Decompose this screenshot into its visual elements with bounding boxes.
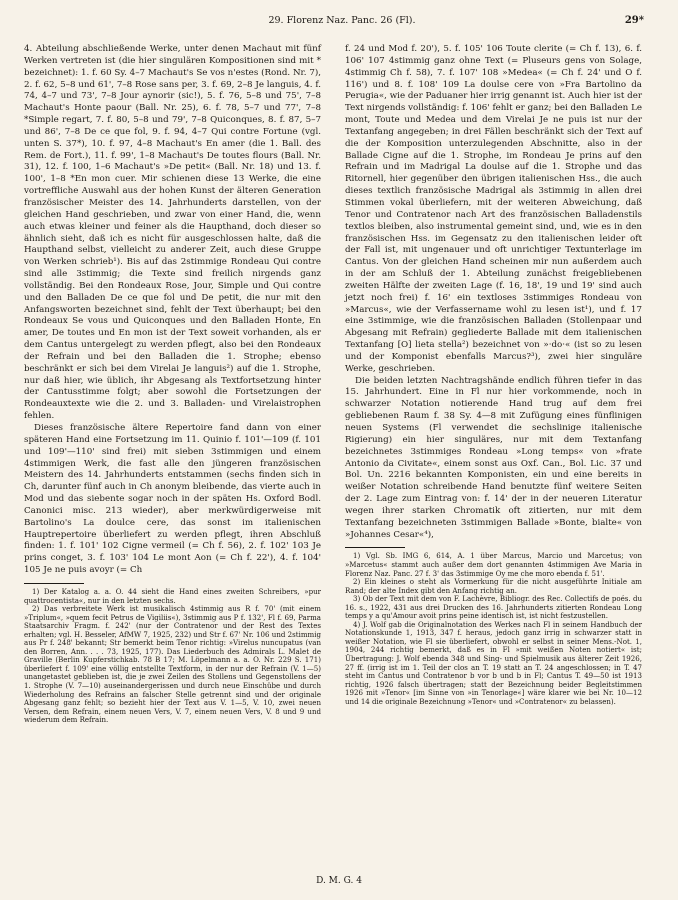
right-column xyxy=(345,44,642,706)
left-footnotes xyxy=(24,588,321,725)
left-column xyxy=(24,44,321,725)
page-number: 29* xyxy=(624,15,644,26)
footnote-right-3: 3) Ob der Text mit dem von F. Lachèvre, Bibliogr. des Rec. Collectifs de poés. du 16. s., 1922, 431 aus drei Drucken des 16. Jahrhunderts zitierten Rondeau Long temps y a qu'Amour avoit prins peine identisch ist, ist nicht festzustellen. xyxy=(345,594,642,621)
footnote-right-2: 2) Ein kleines o steht als Vormerkung für die nicht ausgeführte Initiale am Rand; der alte Index gibt den Anfang richtig an. xyxy=(345,577,642,595)
footnote-right-4: 4) J. Wolf gab die Originalnotation des Werkes nach Fl in seinem Handbuch der Notationskunde 1, 1913, 347 f. heraus, jedoch ganz irrig in schwarzer statt in weißer Notation, wie Fl sie überliefert, obwohl er selbst in seiner Mens.-Not. 1, 1904, 244 richtig bemerkt, daß es in Fl »mit weißen Noten notiert« ist; Übertragung: J. Wolf ebenda 348 und Sing- und Spielmusik aus älterer Zeit 1926, 27 ff. (irrig ist im 1. Teil der clos an T. 19 statt an T. 24 angeschlossen; in T. 47 steht im Cantus und Contratenor b vor b und b in Fl; Cantus T. 49—50 ist 1913 richtig, 1926 falsch übertragen; statt der Bezeichnung beider Begleitstimmen 1926 mit »Tenor« [im Sinne von »in Tenorlage«] wäre klarer wie bei Nr. 10—12 und 14 die originale Bezeichnung »Tenor« und »Contratenor« zu belassen). xyxy=(345,619,642,706)
right-footnotes xyxy=(345,552,642,706)
footnote-rule xyxy=(24,583,84,584)
footnote-left-2: 2) Das verbreitete Werk ist musikalisch 4stimmig aus R f. 70' (mit einem »Triplum«, »quem fecit Petrus de Vigiliis«), 3stimmig aus P f. 132', Fl f. 69, Parma Staatsarchiv Fragm. f. 242' (nur der Contratenor und der Rest des Textes erhalten; vgl. H. Besseler, AfMW 7, 1925, 232) und Str f. 67' Nr. 106 und 2stimmig aus Pr f. 248' bekannt; Str bemerkt beim Tenor richtig: »Virelus nuncupatus (van den Borren, Ann. . . . 73, 1925, 177). Das Liederbuch des Admirals L. Malet de Graville (Berlin Kupferstichkab. 78 B 17; M. Löpelmann a. a. O. Nr. 229 S. 171) überliefert f. 109' eine völlig entstellte Textform, in der nur der Refrain (V. 1—5) unangetastet geblieben ist, die je zwei Zeilen des Stollens und Gegenstollens der 1. Strophe (V. 7—10) auseinandergerissen und durch neue Einschübe und durch Wiederholung des Refrains an falscher Stelle getrennt sind und der originale Abgesang ganz fehlt; so bezieht hier der Text aus V. 1—5, V. 10, zwei neuen Versen, dem Refrain, einem neuen Vers, V. 7, einem neuen Vers, V. 8 und 9 und wiederum dem Refrain. xyxy=(24,604,321,725)
left-paragraph-1: 4. Abteilung abschließende Werke, unter denen Machaut mit fünf Werken vertreten ist (die hier singulären Kompositionen sind mit * bezeichnet): 1. f. 60 Sy. 4–7 Machaut's Se vos n'estes (Rond. Nr. 7), 2. f. 62, 5–8 und 61', 7–8 Rose sans per, 3. f. 69, 2–8 Je languis, 4. f. 74, 4–7 und 73', 7–8 Jour aynorir (sic!), 5. f. 76, 5–8 und 75', 7–8 Machaut's Honte paour (Ball. Nr. 25), 6. f. 78, 5–7 und 77', 7–8 *Simple regart, 7. f. 80, 5–8 und 79', 7–8 Quiconques, 8. f. 87, 5–7 und 86', 7–8 De ce que fol, 9. f. 94, 4–7 Qui contre Fortune (vgl. unten S. 37*), 10. f. 97, 4–8 Machaut's En amer (die 1. Ball. des Rem. de Fort.), 11. f. 99', 1–8 Machaut's De toutes flours (Ball. Nr. 31), 12. f. 100, 1–6 Machaut's »De petit« (Ball. Nr. 18) und 13. f. 100', 1–8 *En mon cuer. Mir schienen diese 13 Werke, die eine vortreffliche Auswahl aus der hohen Kunst der älteren Generation französischer Meister des 14. Jahrhunderts darstellen, von der gleichen Hand geschrieben, und zwar von einer Hand, die, wenn auch etwas kleiner und feiner als die Haupthand, doch dieser so ähnlich sieht, daß ich es nicht für ausgeschlossen halte, daß die Haupthand selbst, vielleicht zu anderer Zeit, auch diese Gruppe von Werken schrieb¹). Bis auf das 2stimmige Rondeau Qui contre sind alle 3stimmig; die Texte sind freilich nirgends ganz vollständig. Bei den Rondeaux Rose, Jour, Simple und Qui contre und den Balladen De ce que fol und De petit, die nur mit den Anfangsworten bezeichnet sind, fehlt der Text überhaupt; bei den Rondeaux Se vous und Quiconques und den Balladen Honte, En amer, De toutes und En mon ist der Text soweit vorhanden, als er dem Cantus untergelegt zu werden pflegt, also bei den Rondeaux der Refrain und bei den Balladen die 1. Strophe; ebenso beschränkt er sich bei dem Virelai Je languis²) auf die 1. Strophe, nur daß hier, wie üblich, ihr Abgesang als Textfortsetzung hinter der Cantusstimme folgt; aber sowohl die Fortsetzungen der Rondeauxtexte wie die 2. und 3. Balladen- und Virelaistrophen fehlen. xyxy=(24,44,321,422)
right-paragraph-1: f. 24 und Mod f. 20'), 5. f. 105' 106 Toute clerite (= Ch f. 13), 6. f. 106' 107 4stimmig ganz ohne Text (= Pluseurs gens von Solage, 4stimmig Ch f. 58), 7. f. 107' 108 »Medea« (= Ch f. 24' und O f. 116') und 8. f. 108' 109 La doulse cere von »Fra Bartolino da Perugia«, wie der Paduaner hier irrig genannt ist. Auch hier ist der Text nirgends vollständig: f. 106' fehlt er ganz; bei den Balladen Le mont, Toute und Medea und dem Virelai Je ne puis ist nur der Textanfang angegeben; in drei Fällen beschränkt sich der Text auf die der Komposition unterzulegenden Abschnitte, also in der Ballade Cigne auf die 1. Strophe, im Rondeau Je prins auf den Refrain und im Madrigal La doulse auf die 1. Strophe und das Ritornell, hier gegenüber den übrigen italienischen Hss., die auch dieses textlich französische Madrigal als 3stimmig in allen drei Stimmen vokal überliefern, mit der weiteren Abweichung, daß Tenor und Contratenor nach Art des französischen Balladenstils textlos bleiben, also instrumental gemeint sind, und, wie es in den französischen Hss. im Gegensatz zu den italienischen leider oft der Fall ist, mit ungenauer und oft unrichtiger Textunterlage im Cantus. Von der gleichen Hand scheinen mir nun außerdem auch in der am Schluß der 1. Abteilung zunächst freigebliebenen zweiten Hälfte der zweiten Lage (f. 16, 18', 19 und 19' sind auch jetzt noch frei) f. 16' ein textloses 3stimmiges Rondeau von »Marcus«, wie der Verfassername wohl zu lesen ist¹), und f. 17 eine 3stimmige, wie die französischen Balladen (Stollenpaar und Abgesang mit Refrain) gegliederte Ballade mit dem italienischen Textanfang [O] lieta stella²) bezeichnet von »·do·« (ist so zu lesen und der Komponist ebenfalls Marcus?³), zwei hier singuläre Werke, geschrieben. xyxy=(345,44,642,374)
left-paragraph-2: Dieses französische ältere Repertoire fand dann von einer späteren Hand eine Fortsetzung im 11. Quinio f. 101'—109 (f. 101 und 109'—110' sind frei) mit sieben 3stimmigen und einem 4stimmigen Werk, die fast alle den jüngeren französischen Meistern des 14. Jahrhunderts entstammen (sechs finden sich in Ch, darunter fünf auch in Ch anonym bleibende, das vierte auch in Mod und das siebente sogar noch in der späten Hs. Oxford Bodl. Canonici misc. 213 wieder), aber merkwürdigerweise mit Bartolino's La doulce cere, das sonst im italienischen Hauptrepertoire überliefert zu werden pflegt, ihren Abschluß finden: 1. f. 101' 102 Cigne vermeil (= Ch f. 56), 2. f. 102' 103 Je prins conget, 3. f. 103' 104 Le mont Aon (= Ch f. 22'), 4. f. 104' 105 Je ne puis avoyr (= Ch xyxy=(24,423,321,576)
running-header xyxy=(40,15,644,29)
footnote-left-1: 1) Der Katalog a. a. O. 44 sieht die Hand eines zweiten Schreibers, »pur quattrocentista«, nur in den letzten sechs. xyxy=(24,586,321,605)
running-title: 29. Florenz Naz. Panc. 26 (Fl). xyxy=(268,15,416,26)
signature-mark: D. M. G. 4 xyxy=(316,876,362,886)
footnote-right-1: 1) Vgl. Sb. IMG 6, 614, A. 1 über Marcus, Marcio und Marcetus; von »Marcetus« stammt auch außer dem dort genannten 4stimmigen Ave Maria in Florenz Naz. Panc. 27 f. 3' das 3stimmige Oy me che moro ebenda f. 51'. xyxy=(345,551,642,578)
footnote-rule xyxy=(345,547,405,548)
right-paragraph-2: Die beiden letzten Nachtragshände endlich führen tiefer in das 15. Jahrhundert. Eine in Fl nur hier vorkommende, noch in schwarzer Notation notierende Hand trug auf dem frei gebliebenen Raum f. 38 Sy. 4—8 mit Zufügung eines fünflinigen neuen Systems (Fl verwendet die sechslinige italienische Rigierung) ein hier singuläres, nur mit dem Textanfang bezeichnetes 3stimmiges Rondeau »Long temps« von »frate Antonio da Civitate«, einem sonst aus Oxf. Can., Bol. Lic. 37 und Bol. Un. 2216 bekannten Komponisten, ein und eine bereits in weißer Notation schreibende Hand benutzte fünf weitere Seiten der 2. Lage zum Eintrag von: f. 14' der in der neueren Literatur wegen ihrer starken Chromatik oft zitierten, nur mit dem Textanfang bezeichneten 3stimmigen Ballade »Bonte, bialte« von »Johannes Cesar«⁴), xyxy=(345,375,642,540)
